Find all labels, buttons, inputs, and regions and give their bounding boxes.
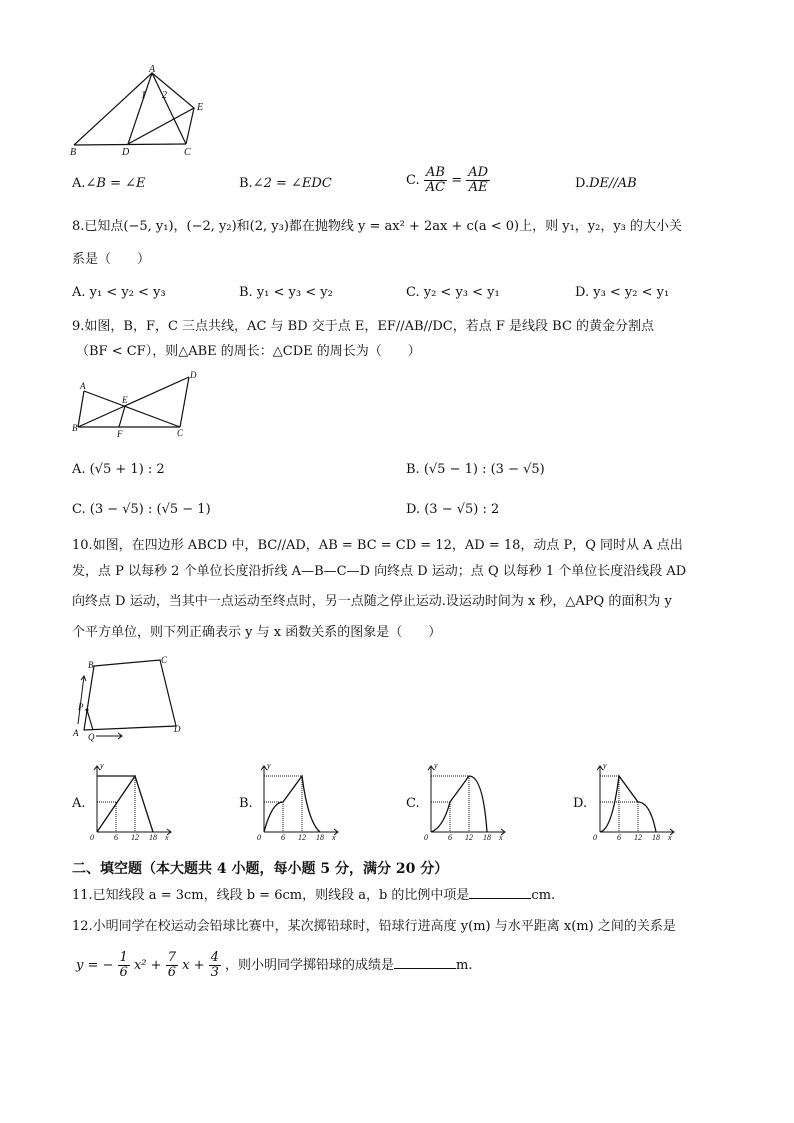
q10d-axis-y: y: [603, 761, 607, 770]
q12-fraction-2: $\frac{7}{6}$: [167, 950, 176, 980]
q10-trapezoid-figure: [70, 654, 190, 744]
q12-fraction-1: $\frac{1}{6}$: [119, 950, 128, 980]
q9-label-F: F: [117, 429, 123, 439]
q11-answer-blank[interactable]: [469, 886, 531, 899]
q9-option-a[interactable]: A. (√5 + 1) : 2: [72, 462, 165, 477]
q7-label-1: 1: [141, 90, 146, 101]
q11-question: 11.已知线段 a = 3cm，线段 b = 6cm，则线段 a，b 的比例中项是 cm.: [72, 888, 556, 903]
q8-option-d[interactable]: D. y₃ < y₂ < y₁: [575, 285, 670, 300]
q10-option-c-label[interactable]: C.: [406, 796, 420, 811]
q9-option-c[interactable]: C. (3 − √5) : (√5 − 1): [72, 502, 211, 517]
q10a-tick-6: 6: [114, 833, 118, 840]
q10-label-A: A: [73, 728, 79, 738]
q10-label-D: D: [174, 724, 181, 734]
q10c-axis-y: y: [434, 761, 438, 770]
q10d-axis-x: x: [668, 833, 672, 840]
q10-option-b-label[interactable]: B.: [239, 796, 253, 811]
q10b-axis-x: x: [332, 833, 336, 840]
q8-option-a[interactable]: A. y₁ < y₂ < y₃: [72, 285, 166, 300]
q7-label-D: D: [122, 147, 130, 156]
q12-answer-blank[interactable]: [394, 956, 456, 969]
q10d-tick-12: 12: [634, 833, 642, 840]
q9-label-A: A: [80, 381, 86, 391]
q9-bowtie-figure: [70, 368, 200, 442]
q10-graph-a[interactable]: [87, 760, 177, 840]
q9-question-line1: 9.如图，B，F，C 三点共线，AC 与 BD 交于点 E，EF//AB//DC，若点 F 是线段 BC 的黄金分割点: [72, 319, 655, 334]
q10b-tick-18: 18: [316, 833, 324, 840]
q10d-tick-6: 6: [617, 833, 621, 840]
q10c-tick-18: 18: [483, 833, 491, 840]
q7-label-A: A: [149, 64, 156, 75]
q7-option-d[interactable]: D.DE//AB: [575, 176, 637, 191]
q10d-tick-18: 18: [652, 833, 660, 840]
q7-option-c[interactable]: C. $\frac{AB}{AC}$ = $\frac{AD}{AE}$: [406, 165, 489, 195]
q10a-tick-18: 18: [149, 833, 157, 840]
q10c-axis-x: x: [499, 833, 503, 840]
q10a-axis-y: y: [100, 761, 104, 770]
q8-option-c[interactable]: C. y₂ < y₃ < y₁: [406, 285, 500, 300]
q10c-tick-12: 12: [465, 833, 473, 840]
q12-fraction-3: $\frac{4}{3}$: [210, 950, 219, 980]
q7-label-2: 2: [162, 90, 167, 101]
q7-label-C: C: [184, 147, 191, 156]
q9-label-E: E: [122, 395, 128, 405]
section-title-fill-in: 二、填空题（本大题共 4 小题，每小题 5 分，满分 20 分）: [72, 861, 449, 877]
q10-label-C: C: [161, 655, 168, 665]
q10a-tick-0: 0: [90, 833, 94, 840]
q10c-tick-6: 6: [448, 833, 452, 840]
q10-question-line4: 个平方单位，则下列正确表示 y 与 x 函数关系的图象是（ ）: [72, 625, 442, 640]
q7-option-b[interactable]: B.∠2 = ∠EDC: [239, 176, 332, 191]
q12-question-line1: 12.小明同学在校运动会铅球比赛中，某次掷铅球时，铅球行进高度 y(m) 与水平距离 x(m) 之间的关系是: [72, 919, 676, 934]
q8-question-line2: 系是（ ）: [72, 252, 151, 267]
q9-option-d[interactable]: D. (3 − √5) : 2: [406, 502, 500, 517]
q10b-tick-12: 12: [298, 833, 306, 840]
q10-option-a-label[interactable]: A.: [72, 796, 86, 811]
q10-label-Q: Q: [88, 732, 95, 742]
q9-option-b[interactable]: B. (√5 − 1) : (3 − √5): [406, 462, 545, 477]
q12-equation-line: y = − $\frac{1}{6}$ x² + $\frac{7}{6}$ x + $\frac{4}{3}$ ，则小明同学掷铅球的成绩是 m.: [76, 950, 473, 980]
q10b-tick-0: 0: [257, 833, 261, 840]
q10-label-B: B: [88, 660, 94, 670]
q7-fraction-left: $\frac{AB}{AC}$: [425, 165, 446, 195]
q8-option-b[interactable]: B. y₁ < y₃ < y₂: [239, 285, 333, 300]
q10d-tick-0: 0: [593, 833, 597, 840]
q10-graph-b[interactable]: [254, 760, 344, 840]
q10b-tick-6: 6: [281, 833, 285, 840]
q9-label-B: B: [72, 423, 78, 433]
q10a-tick-12: 12: [131, 833, 139, 840]
q10-option-d-label[interactable]: D.: [573, 796, 588, 811]
q9-label-C: C: [177, 428, 184, 438]
q10b-axis-y: y: [267, 761, 271, 770]
q10a-axis-x: x: [165, 833, 169, 840]
q10-label-P: P: [78, 702, 84, 712]
q7-label-B: B: [70, 147, 77, 156]
q9-label-D: D: [190, 370, 197, 380]
q7-label-E: E: [197, 102, 204, 113]
q10c-tick-0: 0: [424, 833, 428, 840]
q10-question-line2: 发，点 P 以每秒 2 个单位长度沿折线 A—B—C—D 向终点 D 运动；点 Q 以每秒 1 个单位长度沿线段 AD: [72, 564, 687, 579]
q7-option-a[interactable]: A.∠B = ∠E: [72, 176, 146, 191]
q7-fraction-right: $\frac{AD}{AE}$: [468, 165, 489, 195]
q10-question-line3: 向终点 D 运动，当其中一点运动至终点时，另一点随之停止运动.设运动时间为 x 秒，△APQ 的面积为 y: [72, 594, 672, 609]
q10-question-line1: 10.如图，在四边形 ABCD 中，BC//AD，AB = BC = CD = 12，AD = 18，动点 P，Q 同时从 A 点出: [72, 538, 683, 553]
q8-question-line1: 8.已知点(−5, y₁)，(−2, y₂)和(2, y₃)都在抛物线 y = ax² + 2ax + c(a < 0)上，则 y₁，y₂，y₃ 的大小关: [72, 219, 683, 234]
q9-question-line2: （BF < CF），则△ABE 的周长：△CDE 的周长为（ ）: [76, 344, 421, 359]
q10-graph-c[interactable]: [421, 760, 511, 840]
q7-triangle-figure: [66, 64, 216, 156]
q10-graph-d[interactable]: [590, 760, 680, 840]
